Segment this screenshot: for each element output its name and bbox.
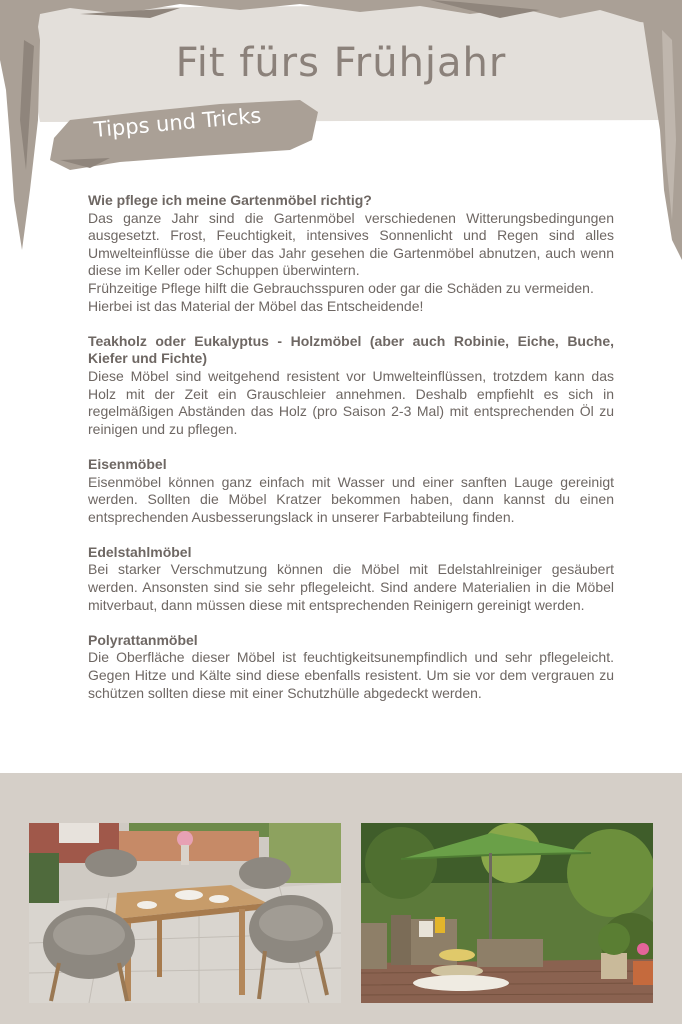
section-heading: Wie pflege ich meine Gartenmöbel richtig?	[88, 192, 372, 208]
page-subtitle: Tipps und Tricks	[92, 103, 263, 142]
section-paragraph: Das ganze Jahr sind die Gartenmöbel verschiedenen Witterungsbedingungen ausgesetzt. Frost, Feuchtigkeit, intensives Sonnenlicht und Regen sind alles Umwelteinflüsse die über das Jahr gesehen die Gartenmöbel abnutzen, auch wenn diese im Keller oder Schuppen überwintern.	[88, 209, 614, 279]
section-paragraph: Frühzeitige Pflege hilft die Gebrauchsspuren oder gar die Schäden zu vermeiden.	[88, 279, 594, 296]
section-heading: Polyrattanmöbel	[88, 631, 198, 648]
page-title: Fit fürs Frühjahr	[175, 40, 507, 86]
article-body	[88, 192, 614, 720]
section-paragraph: Bei starker Verschmutzung können die Möbel mit Edelstahlreiniger gesäubert werden. Ansonsten sind sie sehr pflegeleicht. Sind andere Materialien in die Möbel mitverbaut, dann müssen diese mit entsprechenden Reinigern gereinigt werden.	[88, 561, 614, 613]
section-iron-furniture	[88, 456, 614, 526]
section-paragraph: Hierbei ist das Material der Möbel das Entscheidende!	[88, 297, 424, 314]
section-wood-furniture	[88, 333, 614, 439]
section-paragraph: Die Oberfläche dieser Möbel ist feuchtigkeitsunempfindlich und sehr pflegeleicht. Gegen Hitze und Kälte sind diese ebenfalls resistent. Um sie vor dem vergrauen zu schützen sollten diese mit einer Schutzhülle abgedeckt werden.	[88, 649, 614, 701]
wooden-table-rattan-chairs-photo	[29, 823, 341, 1003]
section-heading: Edelstahlmöbel	[88, 543, 192, 560]
section-heading: Eisenmöbel	[88, 455, 167, 472]
section-heading: Teakholz oder Eukalyptus - Holzmöbel (aber auch Robinie, Eiche, Buche, Kiefer und Fichte)	[88, 332, 614, 367]
section-rattan-furniture	[88, 632, 614, 702]
photo-footer	[0, 773, 682, 1024]
section-steel-furniture	[88, 544, 614, 614]
section-care-intro	[88, 192, 614, 315]
section-paragraph: Eisenmöbel können ganz einfach mit Wasser und einer sanften Lauge gereinigt werden. Sollten die Möbel Kratzer bekommen haben, dann kannst du einen entsprechenden Ausbesserungslack in unserer Farbabteilung finden.	[88, 473, 614, 525]
section-paragraph: Diese Möbel sind weitgehend resistent vor Umwelteinflüssen, trotzdem kann das Holz mit der Zeit ein Grauschleier annehmen. Deshalb empfiehlt es sich in regelmäßigen Abständen das Holz (pro Saison 2-3 Mal) mit entsprechenden Öl zu reinigen und zu pflegen.	[88, 367, 614, 437]
garden-lounge-parasol-photo	[361, 823, 653, 1003]
